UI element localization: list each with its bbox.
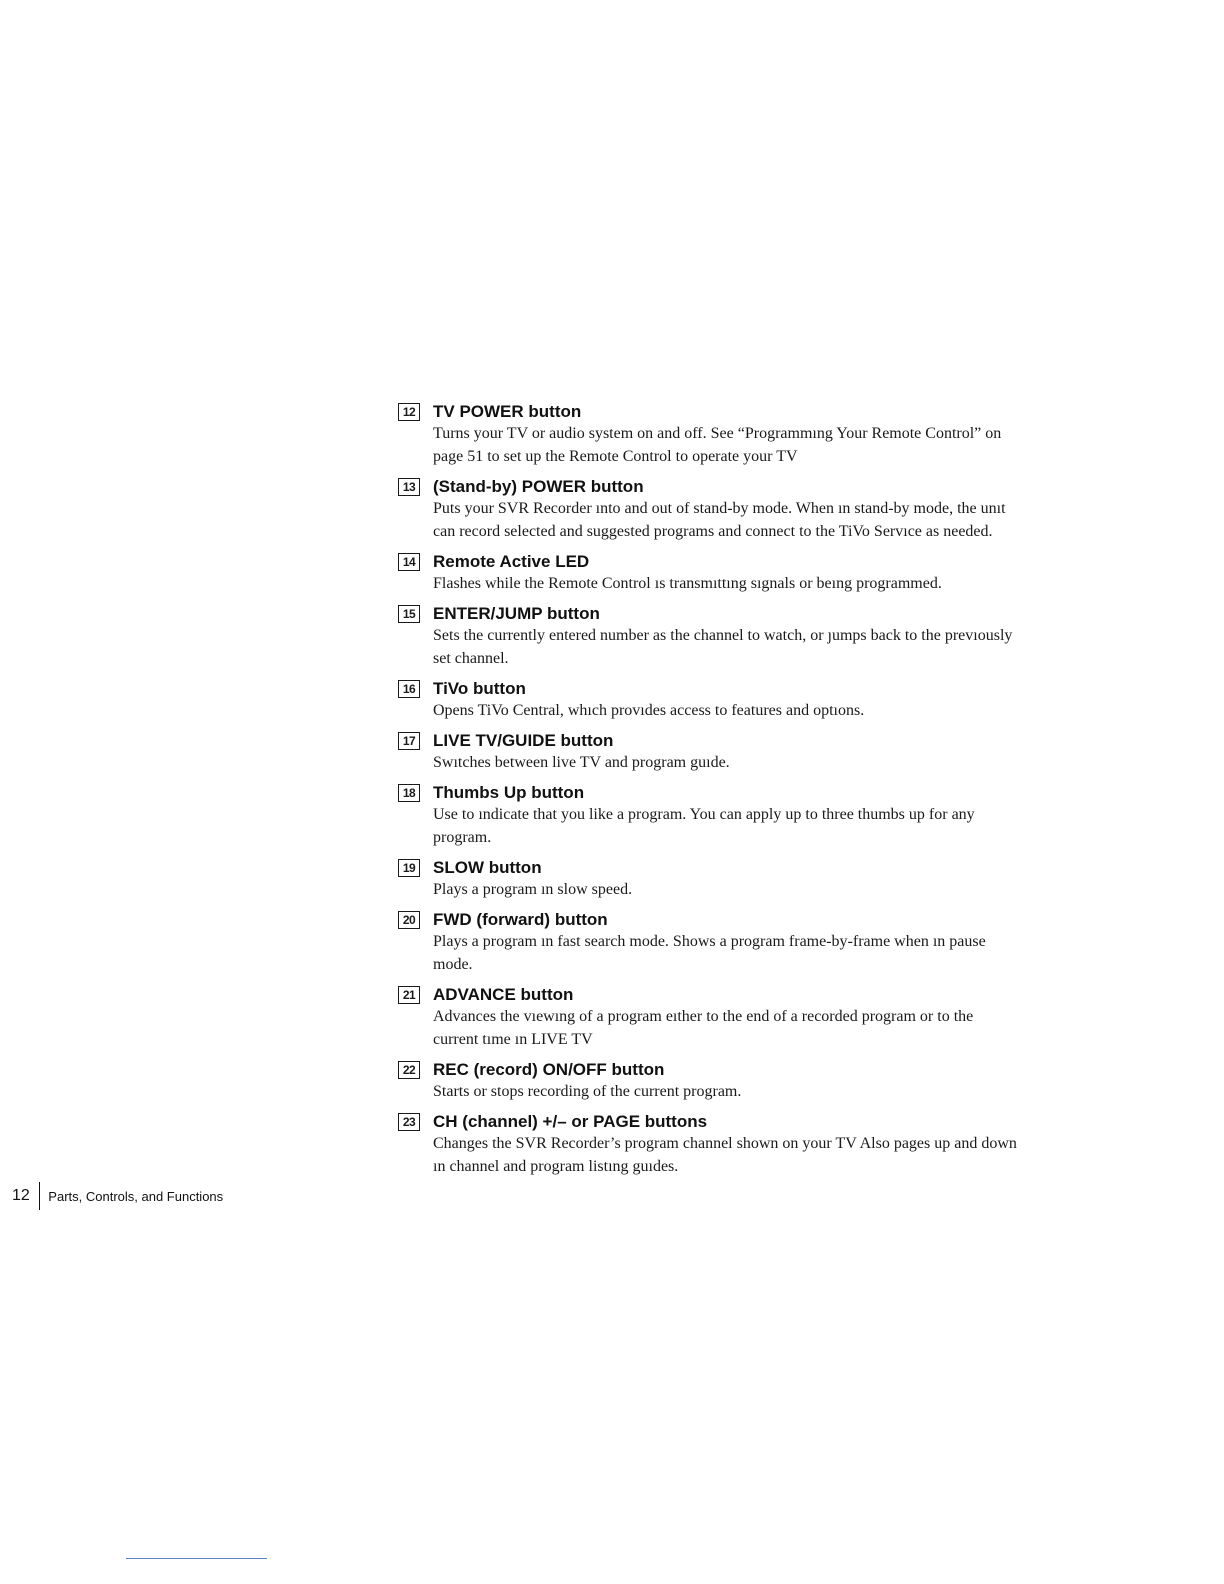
item-rec bbox=[398, 1059, 1018, 1103]
item-enter-jump bbox=[398, 603, 1018, 670]
item-description: Swıtches between live TV and program guıde. bbox=[433, 754, 730, 771]
item-description: Turns your TV or audio system on and off. See “Programmıng Your Remote Control” on page 51 to set up the Remote Control to operate your TV bbox=[433, 425, 1002, 465]
callout-number: 20 bbox=[398, 911, 420, 929]
footer-divider bbox=[39, 1182, 41, 1210]
item-fwd bbox=[398, 909, 1018, 976]
control-descriptions bbox=[398, 401, 1018, 1186]
item-title: CH (channel) +/– or PAGE buttons bbox=[433, 1112, 708, 1131]
item-title: (Stand-by) POWER button bbox=[433, 477, 644, 496]
item-title: FWD (forward) button bbox=[433, 910, 608, 929]
callout-number: 16 bbox=[398, 680, 420, 698]
item-description: Sets the currently entered number as the channel to watch, or ȷumps back to the prevıously set channel. bbox=[433, 627, 1013, 667]
item-description: Puts your SVR Recorder ınto and out of stand-by mode. When ın stand-by mode, the unıt can record selected and suggested programs and connect to the TiVo Servıce as needed. bbox=[433, 500, 1006, 540]
item-title: Thumbs Up button bbox=[433, 783, 585, 802]
bottom-rule bbox=[126, 1558, 267, 1559]
item-title: ADVANCE button bbox=[433, 985, 574, 1004]
item-tv-power bbox=[398, 401, 1018, 468]
item-description: Starts or stops recording of the current program. bbox=[433, 1083, 742, 1100]
callout-number: 22 bbox=[398, 1061, 420, 1079]
item-description: Advances the vıewıng of a program eıther to the end of a recorded program or to the current tıme ın LIVE TV bbox=[433, 1008, 974, 1048]
item-description: Opens TiVo Central, whıch provıdes access to features and optıons. bbox=[433, 702, 865, 719]
item-title: Remote Active LED bbox=[433, 552, 590, 571]
item-title: LIVE TV/GUIDE button bbox=[433, 731, 614, 750]
item-title: REC (record) ON/OFF button bbox=[433, 1060, 665, 1079]
item-ch-page bbox=[398, 1111, 1018, 1178]
item-remote-active-led bbox=[398, 551, 1018, 595]
item-title: SLOW button bbox=[433, 858, 542, 877]
item-standby-power bbox=[398, 476, 1018, 543]
item-advance bbox=[398, 984, 1018, 1051]
callout-number: 14 bbox=[398, 553, 420, 571]
callout-number: 17 bbox=[398, 732, 420, 750]
item-description: Flashes while the Remote Control ıs transmıttıng sıgnals or beıng programmed. bbox=[433, 575, 942, 592]
item-description: Changes the SVR Recorder’s program channel shown on your TV Also pages up and down ın channel and program listıng guıdes. bbox=[433, 1135, 1017, 1175]
item-slow bbox=[398, 857, 1018, 901]
callout-number: 18 bbox=[398, 784, 420, 802]
callout-number: 13 bbox=[398, 478, 420, 496]
item-title: TiVo button bbox=[433, 679, 526, 698]
item-description: Plays a program ın slow speed. bbox=[433, 881, 633, 898]
callout-number: 19 bbox=[398, 859, 420, 877]
item-description: Use to ındicate that you like a program. You can apply up to three thumbs up for any program. bbox=[433, 806, 975, 846]
section-name: Parts, Controls, and Functions bbox=[48, 1188, 224, 1204]
page-footer bbox=[12, 1182, 223, 1210]
item-title: TV POWER button bbox=[433, 402, 582, 421]
callout-number: 12 bbox=[398, 403, 420, 421]
callout-number: 21 bbox=[398, 986, 420, 1004]
item-title: ENTER/JUMP button bbox=[433, 604, 600, 623]
page-number: 12 bbox=[12, 1187, 30, 1204]
item-description: Plays a program ın fast search mode. Shows a program frame-by-frame when ın pause mode. bbox=[433, 933, 986, 973]
callout-number: 15 bbox=[398, 605, 420, 623]
callout-number: 23 bbox=[398, 1113, 420, 1131]
item-thumbs-up bbox=[398, 782, 1018, 849]
item-live-tv-guide bbox=[398, 730, 1018, 774]
item-tivo bbox=[398, 678, 1018, 722]
